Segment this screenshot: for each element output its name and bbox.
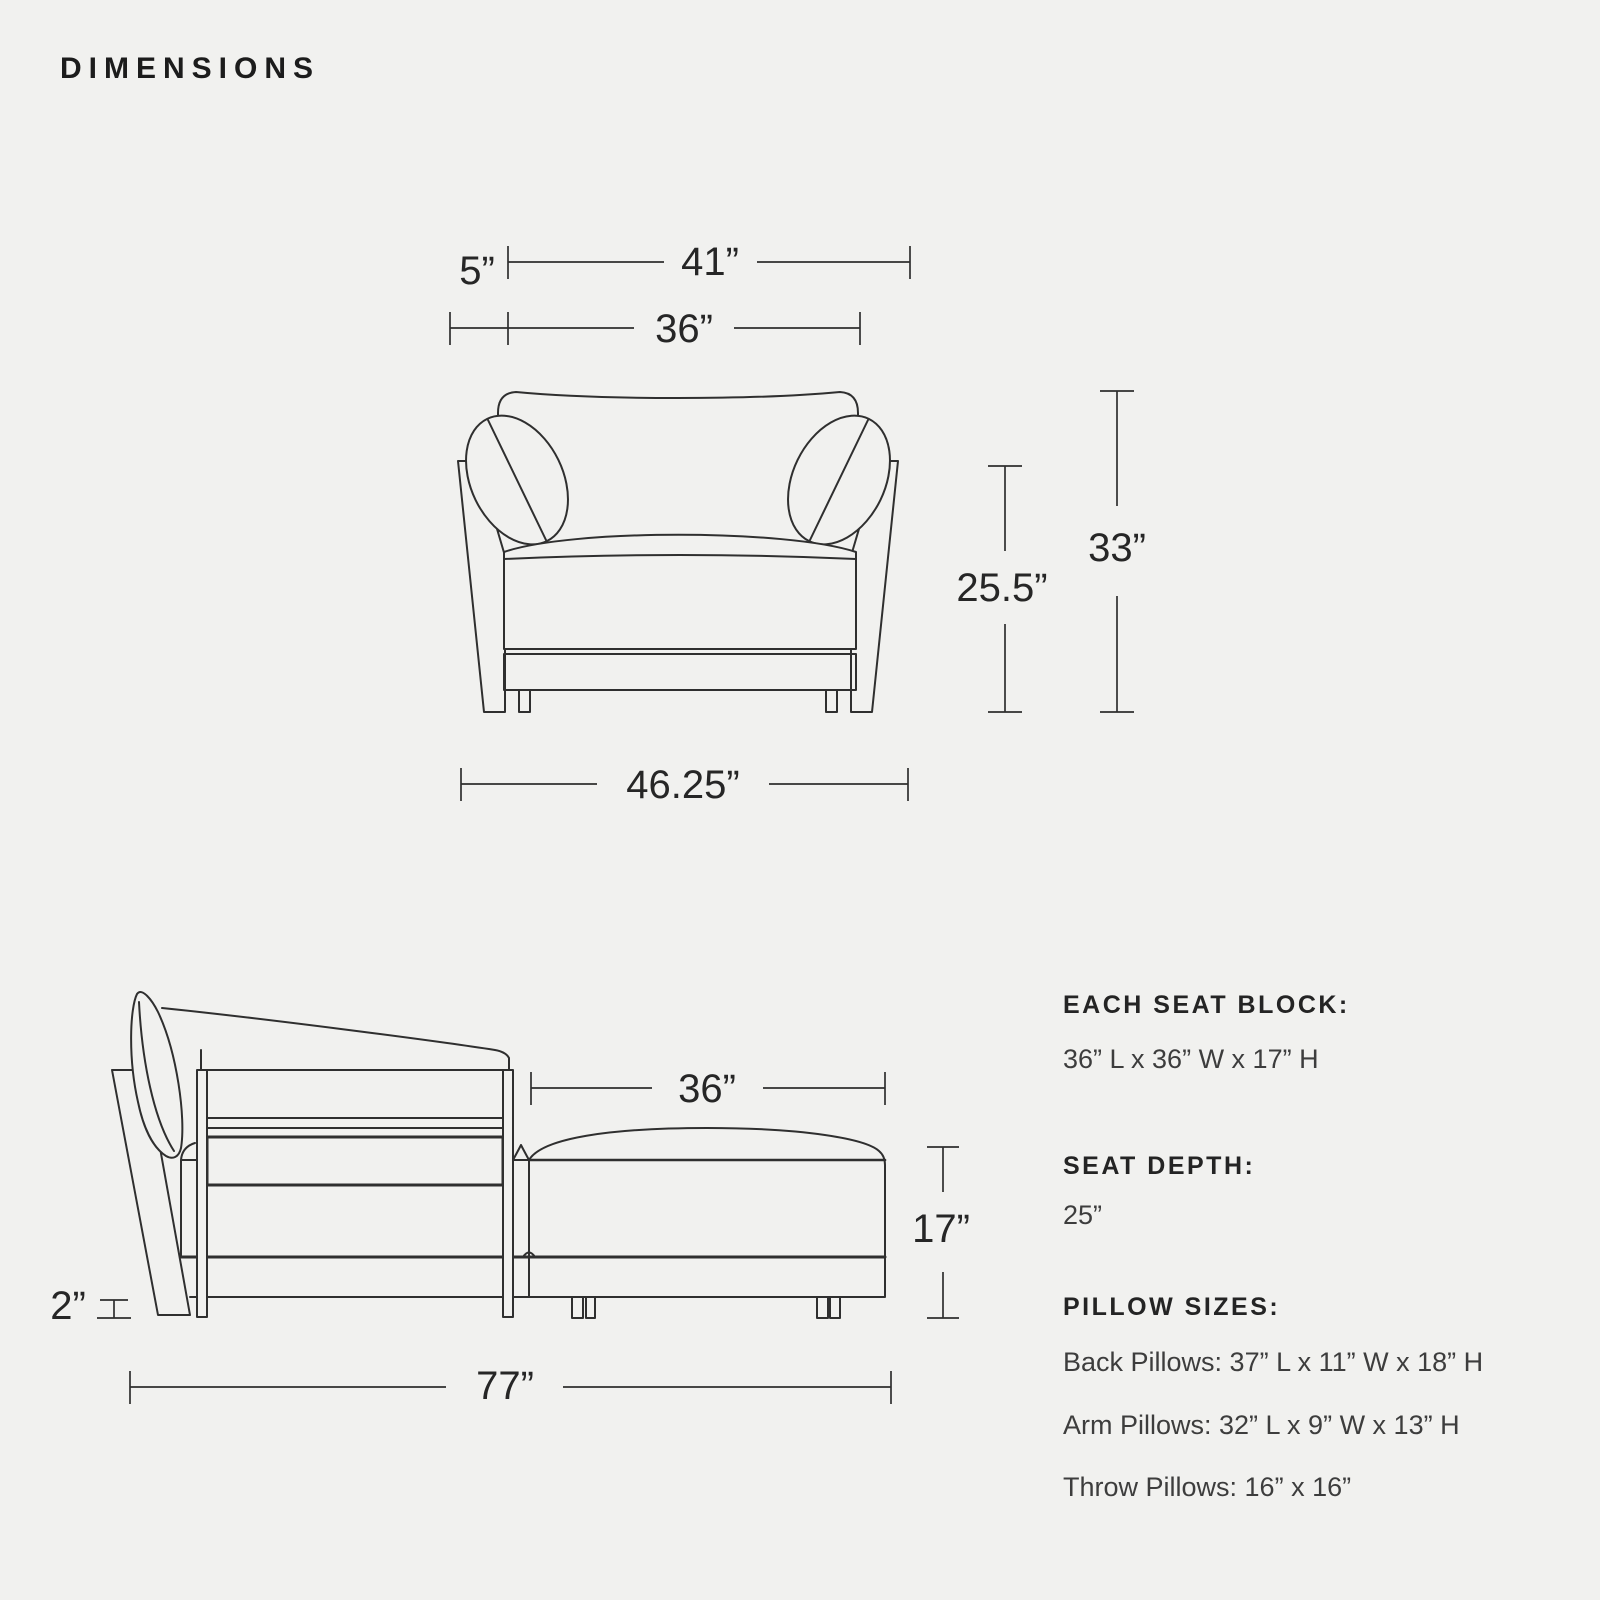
side-leg-left-b: [586, 1297, 595, 1318]
side-ottoman-dome: [529, 1128, 885, 1257]
dim-label-arm-width: 5”: [459, 249, 495, 293]
seat-block-heading: EACH SEAT BLOCK:: [1063, 991, 1350, 1019]
front-base: [504, 654, 856, 690]
side-cushion-crevice: [513, 1145, 529, 1160]
side-back-cushion-curve: [162, 1008, 509, 1070]
seat-depth-heading: SEAT DEPTH:: [1063, 1152, 1256, 1180]
side-frame-top-rail: [207, 1070, 503, 1118]
pillow-arm-line: Arm Pillows: 32” L x 9” W x 13” H: [1063, 1410, 1460, 1440]
dim-label-arm-height: 25.5”: [956, 566, 1048, 610]
front-left-leg: [519, 690, 530, 712]
side-view-drawing: [112, 992, 885, 1318]
pillow-throw-line: Throw Pillows: 16” x 16”: [1063, 1472, 1352, 1502]
dim-label-overall-length: 77”: [476, 1364, 534, 1408]
side-frame-mid-rail: [207, 1137, 503, 1185]
side-leg-right-b: [830, 1297, 840, 1318]
front-view-chair-drawing: [446, 392, 910, 712]
dim-label-seat-height: 17”: [912, 1207, 970, 1251]
side-back-post: [197, 1070, 207, 1317]
dim-label-seat-width: 36”: [655, 307, 713, 351]
seat-depth-value: 25”: [1063, 1200, 1103, 1230]
pillow-sizes-heading: PILLOW SIZES:: [1063, 1293, 1281, 1321]
dim-label-overall-height: 33”: [1088, 526, 1146, 570]
page-title: DIMENSIONS: [60, 52, 321, 85]
front-right-leg: [826, 690, 837, 712]
dim-label-back-width: 41”: [681, 240, 739, 284]
side-base: [190, 1257, 885, 1297]
dim-label-overall-width: 46.25”: [626, 763, 740, 807]
dim-label-seat-length: 36”: [678, 1067, 736, 1111]
side-leg-left-a: [572, 1297, 583, 1318]
front-seat-cushion: [504, 535, 856, 649]
side-leg-right-a: [817, 1297, 828, 1318]
seat-block-value: 36” L x 36” W x 17” H: [1063, 1044, 1319, 1074]
side-front-post: [503, 1070, 513, 1317]
pillow-back-line: Back Pillows: 37” L x 11” W x 18” H: [1063, 1347, 1484, 1377]
dim-label-leg-height: 2”: [50, 1284, 86, 1328]
